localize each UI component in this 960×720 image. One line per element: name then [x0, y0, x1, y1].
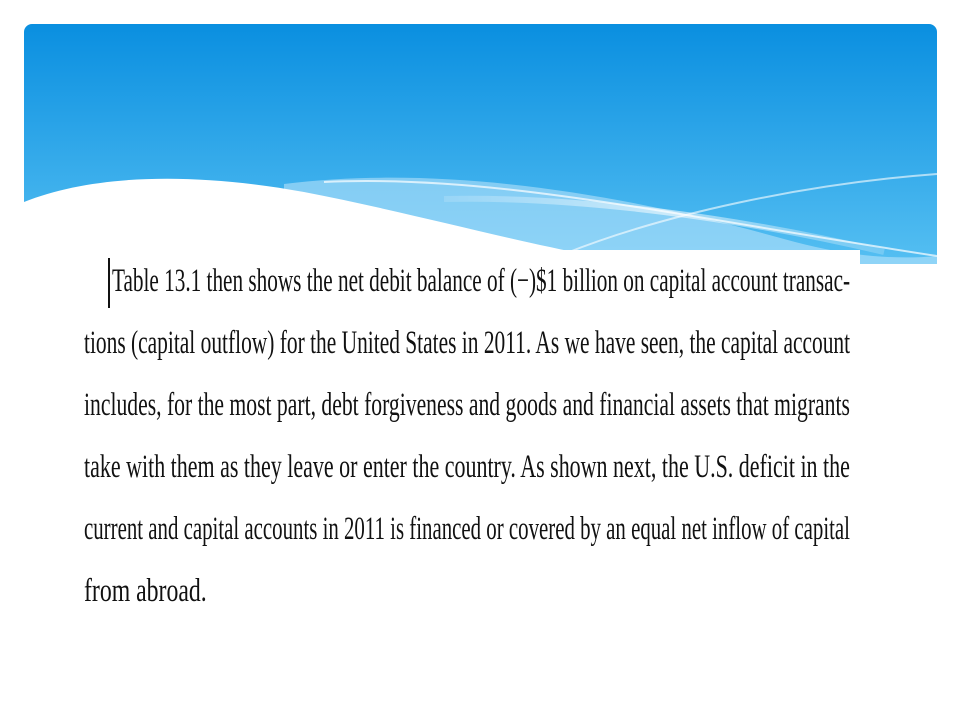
passage: [84, 250, 860, 622]
text-excerpt-image: [84, 250, 860, 620]
header-wave-band: [24, 24, 937, 264]
passage-line: take with them as they leave or enter the country. As shown next, the U.S. deficit in the: [84, 449, 850, 485]
passage-line: current and capital accounts in 2011 is financed or covered by an equal net inflow of capital: [84, 511, 850, 547]
wave-decoration: [24, 24, 937, 264]
passage-line: tions (capital outflow) for the United States in 2011. As we have seen, the capital account: [84, 325, 851, 361]
passage-line: from abroad.: [84, 573, 207, 609]
passage-line: includes, for the most part, debt forgiveness and goods and financial assets that migrants: [84, 387, 850, 423]
passage-line: Table 13.1 then shows the net debit balance of (−)$1 billion on capital account transac-: [112, 263, 851, 299]
